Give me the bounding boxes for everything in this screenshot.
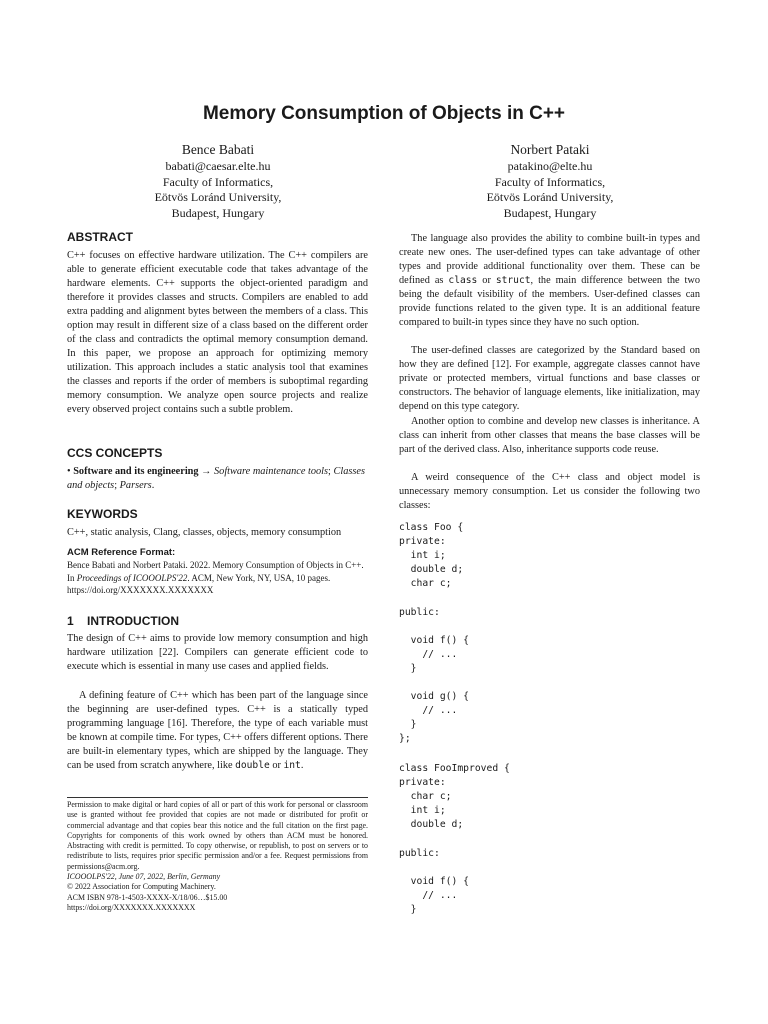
arrow-icon: → — [201, 466, 212, 477]
abstract-heading: ABSTRACT — [67, 230, 133, 244]
ccs-term: Classes and objects — [67, 466, 365, 491]
keywords-text: C++, static analysis, Clang, classes, objects, memory consumption — [67, 527, 342, 538]
intro-text: . — [300, 760, 304, 771]
inline-code: double — [235, 760, 270, 771]
section-heading-introduction — [67, 614, 368, 629]
author-email: babati@caesar.elte.hu — [165, 159, 271, 173]
doi-line: https://doi.org/XXXXXXX.XXXXXXX — [67, 902, 196, 912]
body-paragraph-1 — [399, 232, 700, 330]
body-paragraph-3: Another option to combine and develop new classes is inheritance. A class can inherit from other classes that means the base classes will be part of the derived class. Also, inheritance supports code reuse. — [399, 416, 700, 455]
acm-reference-label: ACM Reference Format: — [67, 547, 176, 558]
acm-reference-doi: . ACM, New York, NY, USA, 10 pages. https://doi.org/XXXXXXX.XXXXXXX — [67, 572, 331, 595]
author-affiliation: Eötvös Loránd University, — [486, 190, 614, 204]
body-paragraph-4: A weird consequence of the C++ class and object model is unnecessary memory consumption. Let us consider the following two classes: — [399, 472, 700, 511]
author-affiliation: Eötvös Loránd University, — [154, 190, 282, 204]
author-block-1 — [68, 141, 368, 221]
body-text: or — [477, 275, 496, 286]
code-listing-fooimproved: class FooImproved { private: char c; int i; double d; public: void f() { // ... } — [399, 763, 510, 915]
ccs-term: Software maintenance tools — [214, 466, 329, 477]
intro-paragraph-1: The design of C++ aims to provide low memory consumption and high hardware utilization [22]. Compilers can generate efficient code to execute which is essential in many use cases and applied fields. — [67, 633, 368, 672]
ccs-category: Software and its engineering — [73, 466, 199, 477]
body-text: The language also provides the ability to combine built-in types and create new ones. The user-defined types can take advantage of other types and provide additional functionality over them. These can be defined as — [399, 233, 700, 286]
intro-text: or — [269, 760, 284, 771]
ccs-term: Parsers — [119, 480, 152, 491]
author-affiliation: Faculty of Informatics, — [494, 174, 606, 189]
acm-reference-authors: Bence Babati and Norbert Pataki. 2022. Memory Consumption of Objects in C++. In — [67, 560, 364, 583]
paper-title: Memory Consumption of Objects in C++ — [202, 103, 566, 124]
inline-code: struct — [495, 275, 531, 286]
isbn-line: ACM ISBN 978-1-4503-XXXX-X/18/06…$15.00 — [67, 892, 228, 902]
author-email: patakino@elte.hu — [507, 159, 593, 173]
section-number: 1 — [67, 614, 74, 628]
copyright-line: © 2022 Association for Computing Machinery. — [67, 882, 216, 892]
author-location: Budapest, Hungary — [171, 205, 265, 220]
inline-code: int — [283, 760, 301, 771]
footnote-divider — [67, 797, 368, 798]
acm-reference-text — [67, 559, 368, 597]
permission-footnote — [67, 800, 368, 913]
ccs-separator: ; — [328, 466, 331, 477]
code-listing-foo: class Foo { private: int i; double d; char c; public: void f() { // ... } void g() { // ... } }; — [399, 522, 469, 745]
body-text: , the main difference between the two being the default visibility of the members. User-defined classes can provide functions related to the given type. It is an additional feature compared to built-in types since they have no such option. — [399, 275, 701, 328]
acm-reference-venue: Proceedings of ICOOOLPS'22 — [76, 572, 188, 583]
author-location: Budapest, Hungary — [503, 205, 597, 220]
ccs-separator: ; — [114, 480, 118, 491]
author-name: Bence Babati — [181, 142, 255, 157]
author-block-2 — [400, 141, 700, 221]
intro-text: A defining feature of C++ which has been part of the language since the beginning are user-defined types. C++ is a statically typed programming language [16]. Therefore, the type of each variable must be known at compile time. For types, C++ offers different options. There are built-in elementary types, which are shipped by the language. They can be used from scratch anywhere, like — [67, 690, 368, 771]
ccs-heading: CCS CONCEPTS — [67, 446, 163, 460]
permission-text: Permission to make digital or hard copies of all or part of this work for personal or classroom use is granted without fee provided that copies are not made or distributed for profit or commercial advantage and that copies bear this notice and the full citation on the first page. Copyrights for components of this work owned by others than ACM must be honored. Abstracting with credit is permitted. To copy otherwise, or republish, to post on servers or to redistribute to lists, requires prior specific permission and/or a fee. Request permissions from permissions@acm.org. — [67, 800, 368, 871]
section-title: INTRODUCTION — [87, 614, 180, 628]
intro-paragraph-2 — [67, 689, 368, 773]
keywords-heading: KEYWORDS — [67, 507, 138, 521]
conference-info: ICOOOLPS'22, June 07, 2022, Berlin, Germany — [67, 872, 221, 882]
ccs-period: . — [151, 480, 155, 491]
body-paragraph-2: The user-defined classes are categorized by the Standard based on how they are defined [12]. For example, aggregate classes cannot have private or protected members, virtual functions and base classes or constructors. The behavior of language elements, like initialization, may depend on this type category. — [399, 345, 700, 412]
inline-code: class — [448, 275, 478, 286]
ccs-bullet: • — [67, 466, 71, 477]
abstract-text: C++ focuses on effective hardware utilization. The C++ compilers are able to generate efficient executable code that takes advantage of the hardware elements. C++ supports the object-oriented paradigm and therefore it provides classes and structs. Compilers are enabled to add extra padding and alignment bytes between the members of a class. This option may result in different size of a class based on the different order of the class and contradicts the optimal memory consumption demand. In this paper, we propose an approach for optimizing memory utilization. This approach includes a static analysis tool that examines the classes and reports if the order of members is suboptimal regarding memory consumption. We analyze open source projects and realize every observed project contains such a subtle problem. — [67, 250, 368, 415]
author-affiliation: Faculty of Informatics, — [162, 174, 274, 189]
author-name: Norbert Pataki — [510, 142, 590, 157]
ccs-concepts — [67, 465, 368, 493]
